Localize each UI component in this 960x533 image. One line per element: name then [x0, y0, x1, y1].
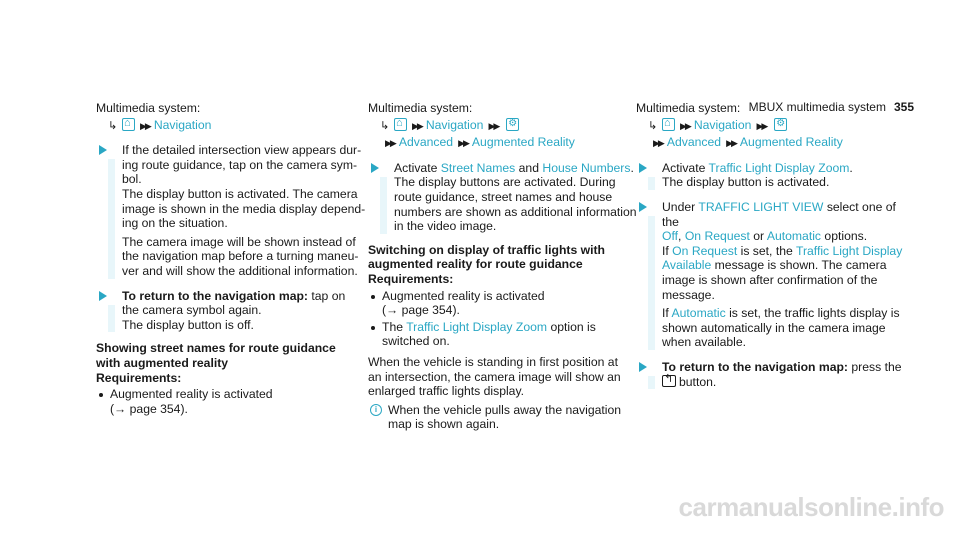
instruction-step [636, 360, 908, 389]
line: augmented reality for route guidance [368, 257, 583, 272]
page-reference-link[interactable]: (→ page 354). [110, 401, 188, 416]
path-navigation[interactable]: Navigation [693, 117, 752, 132]
instruction-step [96, 289, 368, 333]
menu-path [368, 135, 640, 151]
header-title: MBUX multimedia system [748, 100, 886, 114]
line: The camera image will be shown instead of [122, 234, 356, 249]
step-text [662, 161, 908, 190]
word: or [753, 229, 765, 244]
word: is set, the traffic lights display is [729, 306, 900, 321]
word: , [678, 229, 682, 244]
line: Showing street names for route guidance [96, 341, 336, 356]
word: option is [550, 319, 596, 334]
line: The display button is activated. The camera [122, 186, 358, 201]
path-advanced[interactable]: Advanced [398, 135, 454, 150]
column-1 [96, 101, 368, 416]
step-triangle-icon [639, 202, 647, 212]
line: The display button is activated. [662, 175, 830, 190]
path-arrow-icon: ↳ [380, 119, 390, 132]
double-chevron-icon: ▶▶ [385, 138, 395, 149]
word: message is shown. The camera [714, 258, 887, 273]
word: Activate [394, 160, 438, 175]
step-text [662, 306, 908, 350]
double-chevron-icon: ▶▶ [488, 120, 499, 131]
path-navigation[interactable]: Navigation [153, 117, 212, 132]
double-chevron-icon: ▶▶ [726, 138, 736, 149]
off-option[interactable]: Off [662, 229, 679, 244]
line: Augmented reality is activated [382, 288, 545, 303]
word: The [382, 319, 404, 334]
info-icon: i [370, 404, 382, 416]
path-navigation[interactable]: Navigation [425, 117, 484, 132]
back-button-icon [662, 375, 676, 387]
path-advanced[interactable]: Advanced [666, 135, 722, 150]
on-request-option[interactable]: On Request [672, 243, 738, 258]
section-heading [96, 341, 368, 385]
automatic-option[interactable]: Automatic [766, 229, 822, 244]
path-arrow-icon: ↳ [648, 119, 658, 132]
word: press the [851, 359, 902, 374]
line: The display buttons are activated. During [394, 175, 616, 190]
step-text [122, 235, 368, 279]
watermark: carmanualsonline.info [678, 492, 944, 523]
word: Activate [662, 160, 706, 175]
automatic-option[interactable]: Automatic [671, 306, 726, 321]
path-augmented-reality[interactable]: Augmented Reality [471, 135, 575, 150]
line: tap on [311, 288, 346, 303]
line: with augmented reality [96, 355, 229, 370]
step-text [122, 289, 368, 333]
line: when available. [662, 335, 747, 350]
step-triangle-icon [639, 362, 647, 372]
column-2 [368, 101, 640, 432]
gear-icon [774, 118, 787, 131]
line: shown automatically in the camera image [662, 320, 886, 335]
info-note [368, 403, 640, 432]
line: ing on the situation. [122, 216, 228, 231]
available-message: Available [662, 258, 712, 273]
instruction-step [636, 161, 908, 190]
double-chevron-icon: ▶▶ [412, 120, 422, 131]
word: is set, the [740, 243, 793, 258]
menu-path [368, 118, 640, 134]
double-chevron-icon: ▶▶ [653, 138, 663, 149]
house-numbers-option[interactable]: House Numbers [542, 160, 631, 175]
line: bol. [122, 172, 142, 187]
word: select one of the [662, 199, 896, 229]
bullet-item [96, 387, 368, 416]
bullet-item [368, 320, 640, 349]
line: map is shown again. [388, 417, 500, 432]
double-chevron-icon: ▶▶ [140, 120, 150, 131]
line: switched on. [382, 334, 450, 349]
column-3 [636, 101, 908, 389]
line: Augmented reality is activated [110, 387, 273, 402]
step-heading: To return to the navigation map: [122, 288, 308, 303]
word: and [518, 160, 539, 175]
line: message. [662, 287, 715, 302]
traffic-light-zoom-option[interactable]: Traffic Light Display Zoom [708, 160, 850, 175]
line: image is shown in the media display depend- [122, 201, 366, 216]
section-heading [368, 243, 640, 287]
instruction-step [368, 161, 640, 234]
line: image is shown after confirmation of the [662, 272, 878, 287]
double-chevron-icon: ▶▶ [680, 120, 690, 131]
step-triangle-icon [99, 145, 107, 155]
requirements-label: Requirements: [96, 370, 182, 385]
home-icon [394, 118, 407, 131]
word: If [662, 306, 669, 321]
available-message: Traffic Light Display [795, 243, 903, 258]
menu-path-label: Multimedia system: [636, 101, 741, 115]
menu-path [96, 118, 368, 134]
line: an intersection, the camera image will show an [368, 369, 621, 384]
bullet-item [368, 289, 640, 318]
menu-path-label: Multimedia system: [96, 101, 201, 115]
line: the camera symbol again. [122, 303, 262, 318]
word: options. [824, 229, 868, 244]
word: Under [662, 199, 696, 214]
menu-path-label: Multimedia system: [368, 101, 473, 115]
line: When the vehicle pulls away the navigation [388, 402, 622, 417]
step-heading: To return to the navigation map: [662, 359, 848, 374]
step-text [662, 360, 908, 389]
line: The display button is off. [122, 317, 254, 332]
double-chevron-icon: ▶▶ [756, 120, 767, 131]
line: route guidance, street names and house [394, 189, 613, 204]
line: ver and will show the additional information. [122, 263, 358, 278]
line: ing route guidance, tap on the camera sym- [122, 157, 358, 172]
paragraph [368, 355, 640, 399]
path-arrow-icon: ↳ [108, 119, 118, 132]
traffic-light-view-option[interactable]: TRAFFIC LIGHT VIEW [698, 199, 824, 214]
instruction-step [96, 143, 368, 278]
line: Switching on display of traffic lights with [368, 242, 605, 257]
line: numbers are shown as additional information [394, 204, 637, 219]
gear-icon [506, 118, 519, 131]
instruction-step [636, 200, 908, 350]
menu-path [636, 135, 908, 151]
step-text [662, 200, 908, 302]
line: enlarged traffic lights display. [368, 384, 525, 399]
traffic-light-zoom-option[interactable]: Traffic Light Display Zoom [406, 319, 548, 334]
step-text [122, 143, 368, 231]
page-reference-link[interactable]: (→ page 354). [382, 303, 460, 318]
step-triangle-icon [371, 163, 379, 173]
line: the navigation map before a turning maneu- [122, 249, 359, 264]
home-icon [122, 118, 135, 131]
word: If [662, 243, 669, 258]
word: . [630, 160, 634, 175]
word: . [849, 160, 853, 175]
word: button. [679, 374, 717, 389]
page-number: 355 [893, 100, 914, 114]
street-names-option[interactable]: Street Names [440, 160, 516, 175]
step-triangle-icon [639, 163, 647, 173]
step-triangle-icon [99, 291, 107, 301]
menu-path [636, 118, 908, 134]
path-augmented-reality[interactable]: Augmented Reality [739, 135, 843, 150]
home-icon [662, 118, 675, 131]
double-chevron-icon: ▶▶ [458, 138, 468, 149]
step-text [394, 161, 640, 234]
line: If the detailed intersection view appears dur- [122, 143, 362, 158]
line: in the video image. [394, 219, 497, 234]
line: When the vehicle is standing in first position at [368, 354, 618, 369]
requirements-label: Requirements: [368, 271, 454, 286]
on-request-option[interactable]: On Request [684, 229, 750, 244]
